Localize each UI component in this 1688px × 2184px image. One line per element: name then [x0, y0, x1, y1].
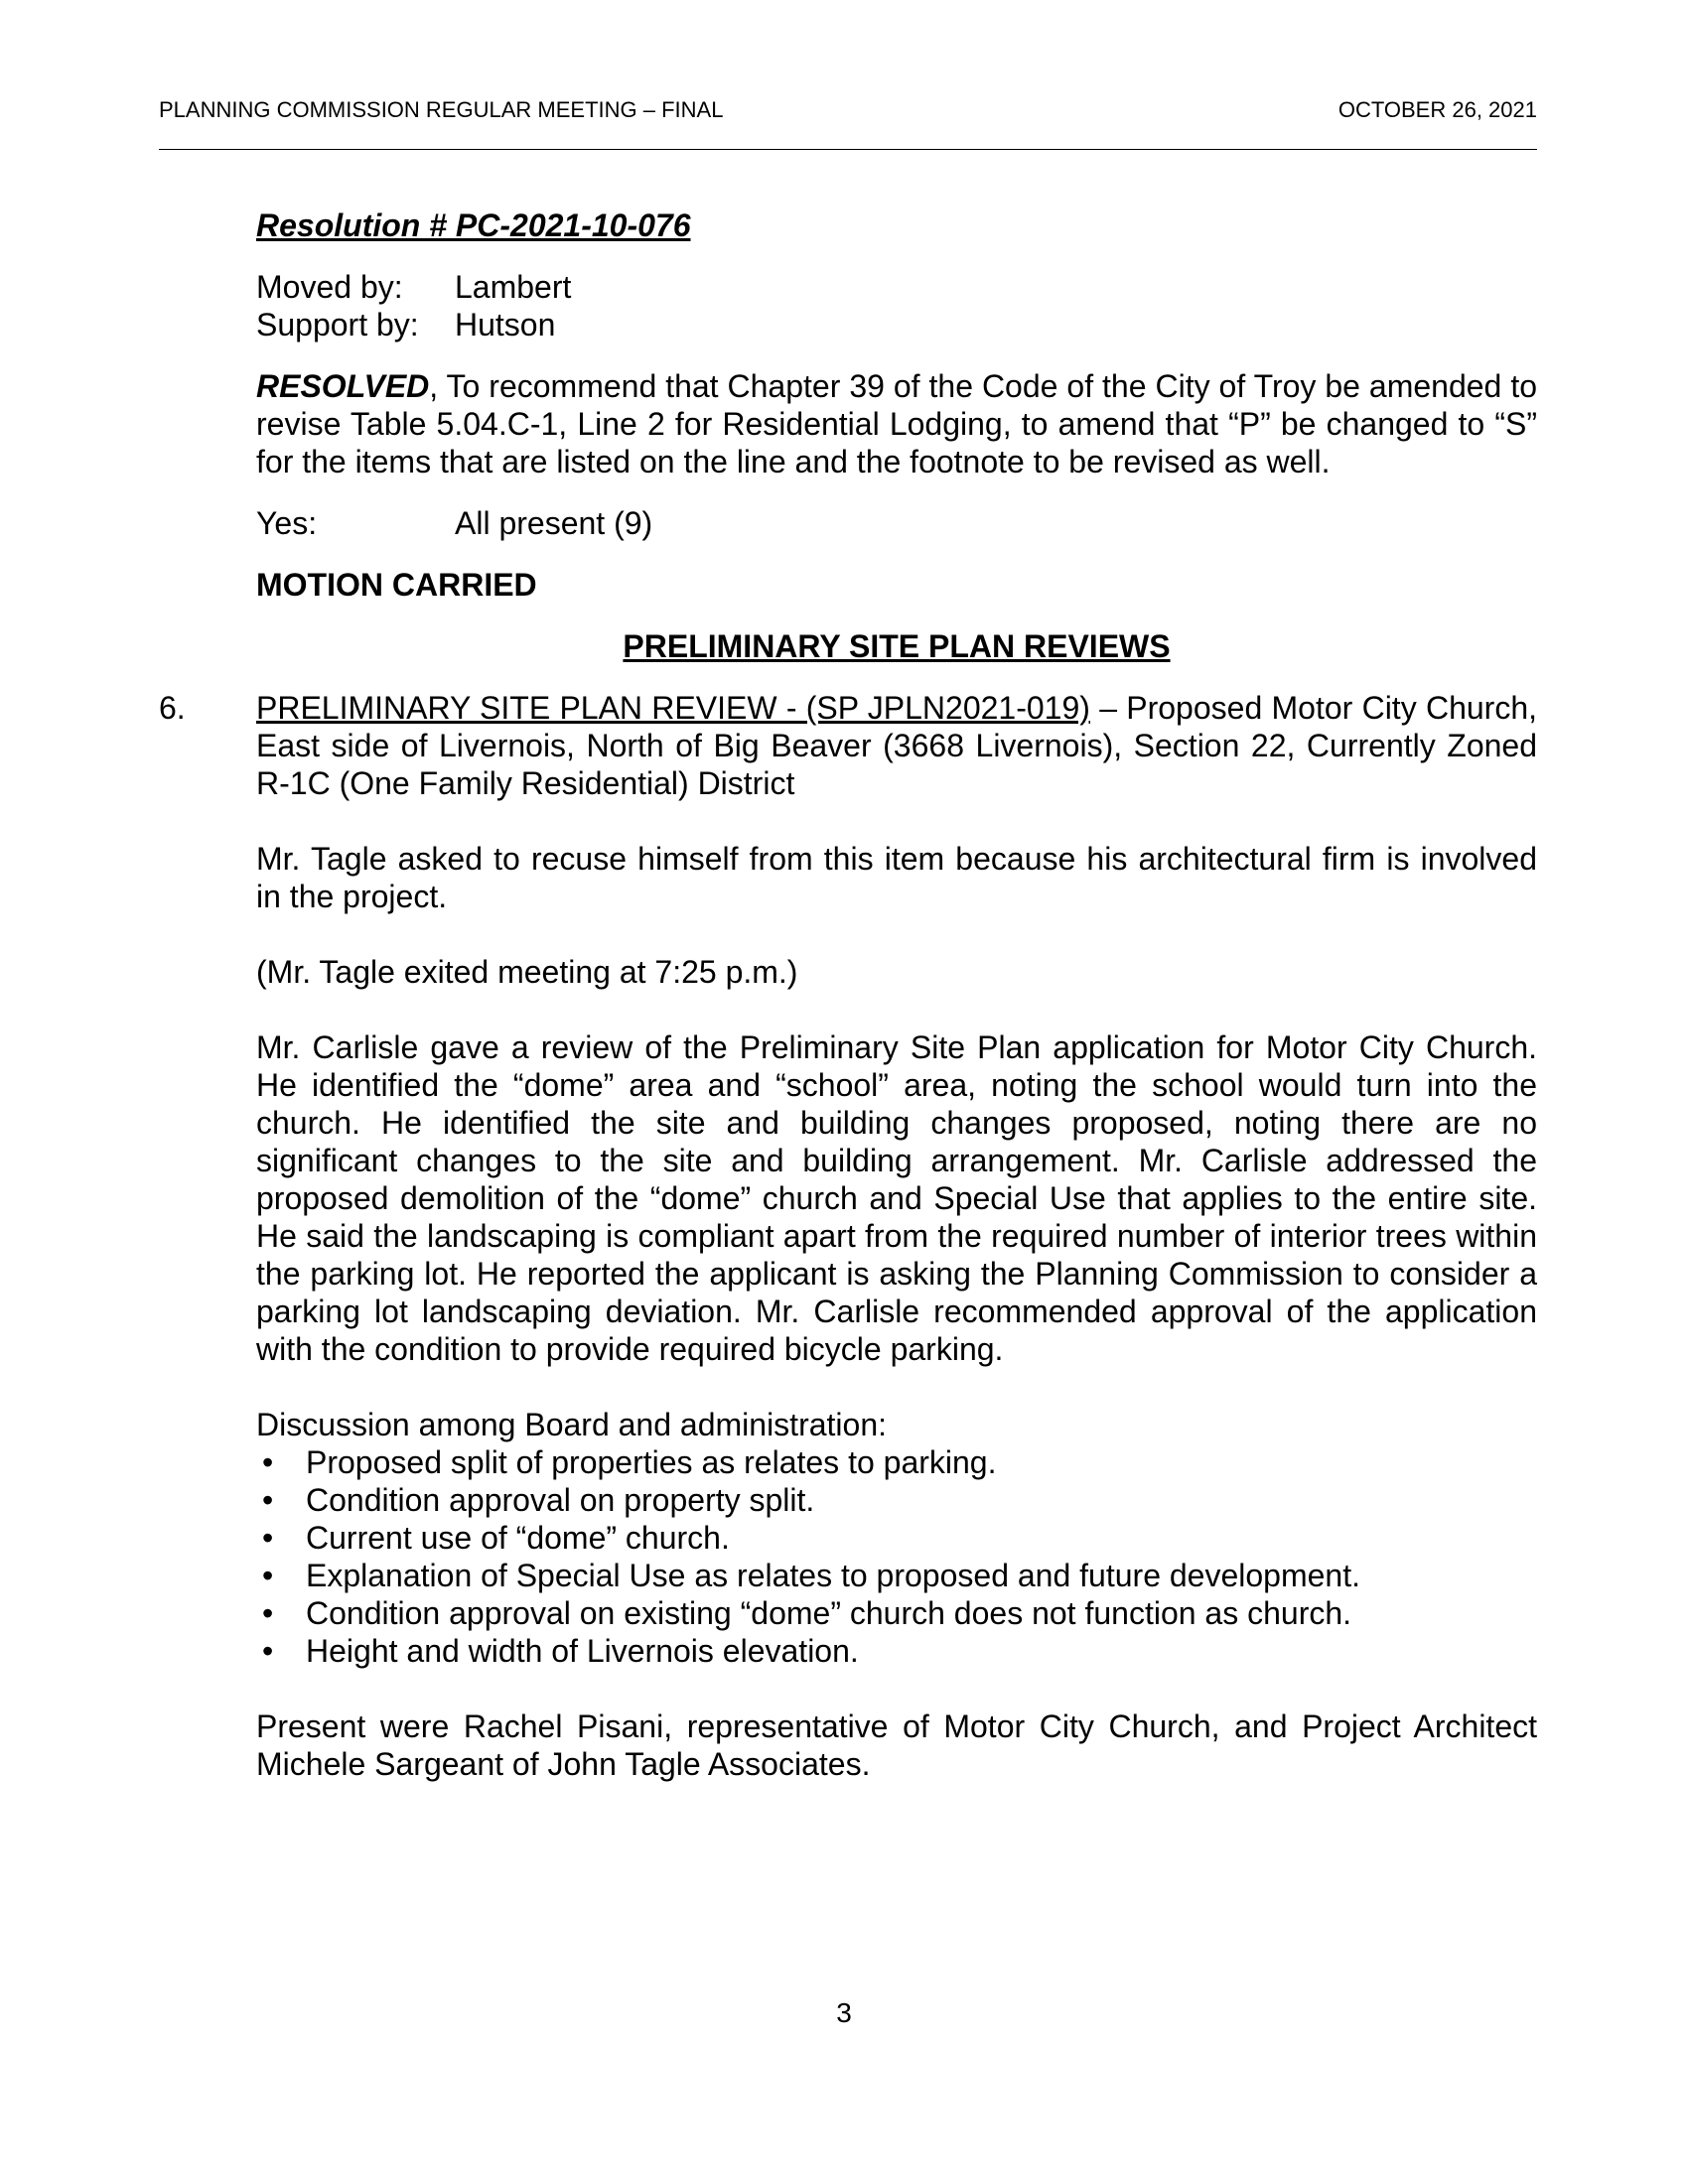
- exit-paragraph: (Mr. Tagle exited meeting at 7:25 p.m.): [256, 954, 798, 990]
- agenda-item-number: 6.: [159, 690, 186, 726]
- bullet-icon: •: [262, 1633, 274, 1669]
- agenda-item-description: – Proposed Motor City Church, East side of Livernois, North of Big Beaver (3668 Livernois), Section 22, Currently Zoned R-1C (One Family Residential) District: [256, 690, 1538, 801]
- bullet-icon: •: [262, 1558, 274, 1593]
- support-by-value: Hutson: [455, 307, 556, 342]
- review-paragraph: Mr. Carlisle gave a review of the Preliminary Site Plan application for Motor City Church. He identified the “dome” area and “school” area, noting the school would turn into the church. He identified the site and building changes proposed, noting there are no significant changes to the site and building arrangement. Mr. Carlisle addressed the proposed demolition of the “dome” church and Special Use that applies to the entire site. He said the landscaping is compliant apart from the required number of interior trees within the parking lot. He reported the applicant is asking the Planning Commission to consider a parking lot landscaping deviation. Mr. Carlisle recommended approval of the application with the condition to provide required bicycle parking.: [256, 1029, 1537, 1367]
- section-heading: PRELIMINARY SITE PLAN REVIEWS: [623, 628, 1171, 664]
- header-date: OCTOBER 26, 2021: [1337, 97, 1537, 122]
- agenda-item-6: [159, 689, 1538, 802]
- support-by-label: Support by:: [256, 307, 419, 342]
- list-item: • Condition approval on property split.: [262, 1482, 815, 1518]
- page-header: [159, 97, 1537, 123]
- list-item: • Current use of “dome” church.: [262, 1520, 730, 1556]
- moved-by-value: Lambert: [455, 269, 572, 305]
- resolved-text: , To recommend that Chapter 39 of the Code of the City of Troy be amended to revise Table 5.04.C-1, Line 2 for Residential Lodging, to amend that “P” be changed to “S” for the items that are listed on the line and the footnote to be revised as well.: [256, 368, 1537, 479]
- document-body: [159, 206, 1538, 1783]
- motion-status: MOTION CARRIED: [256, 567, 537, 603]
- list-item: • Explanation of Special Use as relates to proposed and future development.: [262, 1558, 1360, 1593]
- vote-value: All present (9): [455, 505, 653, 541]
- recuse-paragraph: Mr. Tagle asked to recuse himself from this item because his architectural firm is involved in the project.: [256, 841, 1537, 914]
- page-number: 3: [836, 1997, 852, 2028]
- vote-row: [256, 504, 1537, 542]
- bullet-icon: •: [262, 1520, 274, 1556]
- header-rule: [159, 149, 1537, 150]
- resolution-title: Resolution # PC-2021-10-076: [256, 207, 691, 243]
- support-by-row: [256, 306, 1537, 343]
- agenda-item-link: PRELIMINARY SITE PLAN REVIEW - (SP JPLN2021-019): [256, 690, 1090, 726]
- bullet-icon: •: [262, 1482, 274, 1518]
- list-item: • Height and width of Livernois elevation.: [262, 1633, 859, 1669]
- list-item: • Proposed split of properties as relates to parking.: [262, 1444, 997, 1480]
- resolved-label: RESOLVED: [256, 368, 430, 404]
- bullet-icon: •: [262, 1595, 274, 1631]
- moved-by-row: [256, 268, 1537, 306]
- discussion-intro: Discussion among Board and administration:: [256, 1407, 887, 1442]
- list-item: • Condition approval on existing “dome” church does not function as church.: [262, 1595, 1352, 1631]
- bullet-icon: •: [262, 1444, 274, 1480]
- attendees-paragraph: Present were Rachel Pisani, representative of Motor City Church, and Project Architect Michele Sargeant of John Tagle Associates.: [256, 1708, 1537, 1782]
- moved-by-label: Moved by:: [256, 269, 403, 305]
- vote-label: Yes:: [256, 505, 318, 541]
- discussion-list: [256, 1443, 1537, 1670]
- header-meeting-title: PLANNING COMMISSION REGULAR MEETING – FINAL: [159, 97, 724, 122]
- resolved-paragraph: [256, 367, 1537, 480]
